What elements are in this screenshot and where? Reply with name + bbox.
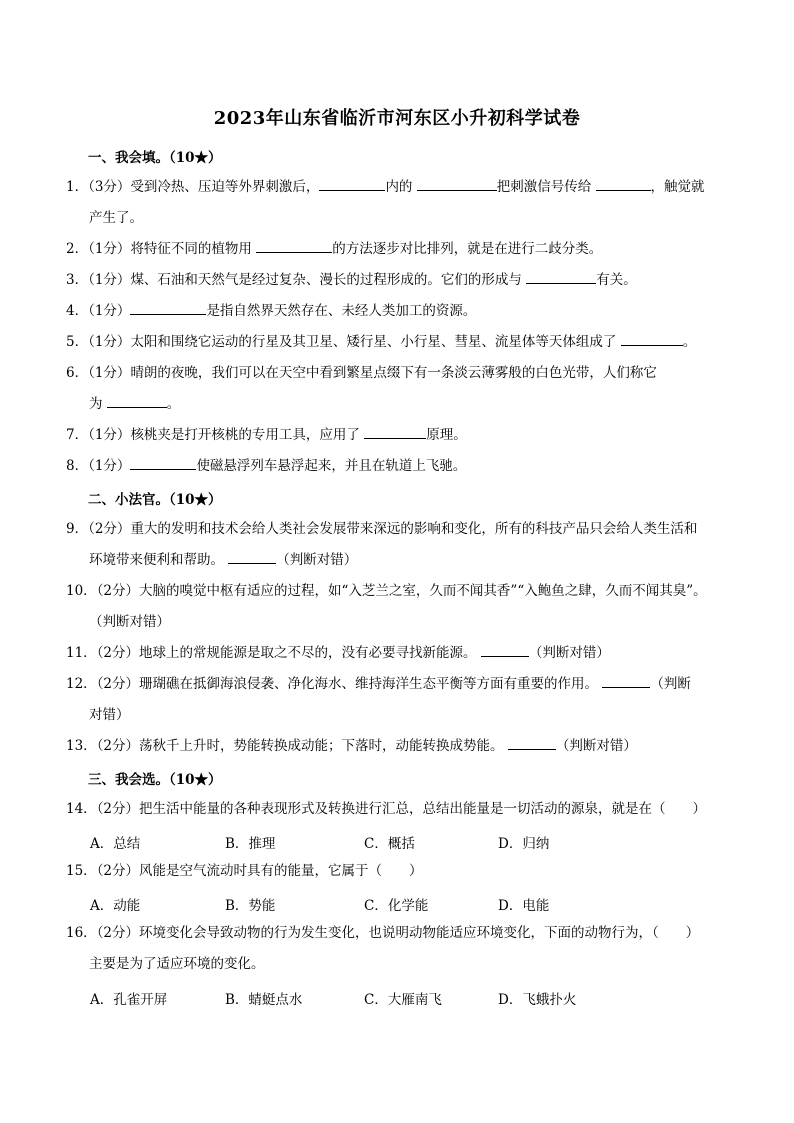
answer-blank[interactable] [319,177,385,191]
answer-blank[interactable] [364,425,426,439]
option-a[interactable]: A．动能 [90,898,141,914]
option-c[interactable]: C．概括 [364,836,415,852]
answer-blank[interactable] [107,394,167,408]
option-b[interactable]: B．势能 [225,898,276,914]
option-d[interactable]: D．归纳 [498,836,550,852]
question-5: 5．（1分）太阳和围绕它运动的行星及其卫星、矮行星、小行星、彗星、流星体等天体组成了 。 [66,334,697,350]
question-9: 9．（2分）重大的发明和技术会给人类社会发展带来深远的影响和变化，所有的科技产品只会给人类生活和 环境带来便利和帮助。 （判断对错） [66,521,698,568]
answer-blank[interactable] [130,456,196,470]
question-16: 16．（2分）环境变化会导致动物的行为发生变化，也说明动物能适应环境变化，下面的动物行为，（ ） 主要是为了适应环境的变化。 [66,925,700,972]
section-heading-fill: 一、我会填。（10★） [88,150,222,166]
question-6: 6．（1分）晴朗的夜晚，我们可以在天空中看到繁星点缀下有一条淡云薄雾般的白色光带，人们称它 为 。 [66,365,657,412]
section-heading-choice: 三、我会选。（10★） [88,772,222,788]
answer-blank[interactable] [621,332,683,346]
question-10: 10．（2分）大脑的嗅觉中枢有适应的过程，如“入芝兰之室，久而不闻其香”“入鲍鱼之肆，久而不闻其臭”。 （判断对错） [66,583,707,630]
question-2: 2．（1分）将特征不同的植物用 的方法逐步对比排列，就是在进行二歧分类。 [66,241,603,257]
question-1: 1．（3分）受到冷热、压迫等外界刺激后， 内的 把刺激信号传给 ，触觉就 产生了。 [66,179,705,226]
question-15: 15．（2分）风能是空气流动时具有的能量，它属于（ ） [66,863,423,879]
question-3: 3．（1分）煤、石油和天然气是经过复杂、漫长的过程形成的。它们的形成与 有关。 [66,272,637,288]
answer-blank[interactable] [481,643,529,657]
answer-blank[interactable] [508,736,556,750]
option-c[interactable]: C．大雁南飞 [364,992,442,1008]
option-c[interactable]: C．化学能 [364,898,429,914]
question-12: 12．（2分）珊瑚礁在抵御海浪侵袭、净化海水、维持海洋生态平衡等方面有重要的作用。 （判断 对错） [66,676,691,723]
answer-blank[interactable] [228,550,276,564]
option-a[interactable]: A．总结 [90,836,141,852]
question-11: 11．（2分）地球上的常规能源是取之不尽的，没有必要寻找新能源。 （判断对错） [66,645,610,661]
answer-blank[interactable] [602,674,650,688]
question-13: 13．（2分）荡秋千上升时，势能转换成动能；下落时，动能转换成势能。 （判断对错） [66,738,637,754]
answer-blank[interactable] [417,177,497,191]
option-d[interactable]: D．电能 [498,898,550,914]
question-8: 8．（1分） 使磁悬浮列车悬浮起来，并且在轨道上飞驰。 [66,458,467,474]
answer-blank[interactable] [596,177,651,191]
answer-blank[interactable] [130,301,206,315]
option-a[interactable]: A．孔雀开屏 [90,992,168,1008]
question-14: 14．（2分）把生活中能量的各种表现形式及转换进行汇总，总结出能量是一切活动的源泉，就是在（ ） [66,801,707,817]
page-title: 2023年山东省临沂市河东区小升初科学试卷 [213,108,581,129]
section-heading-judge: 二、小法官。（10★） [88,492,222,508]
question-7: 7．（1分）核桃夹是打开核桃的专用工具，应用了 原理。 [66,427,467,443]
question-4: 4．（1分） 是指自然界天然存在、未经人类加工的资源。 [66,303,477,319]
option-b[interactable]: B．推理 [225,836,276,852]
answer-blank[interactable] [256,239,332,253]
option-d[interactable]: D．飞蛾扑火 [498,992,577,1008]
answer-blank[interactable] [526,270,596,284]
option-b[interactable]: B．蜻蜓点水 [225,992,303,1008]
